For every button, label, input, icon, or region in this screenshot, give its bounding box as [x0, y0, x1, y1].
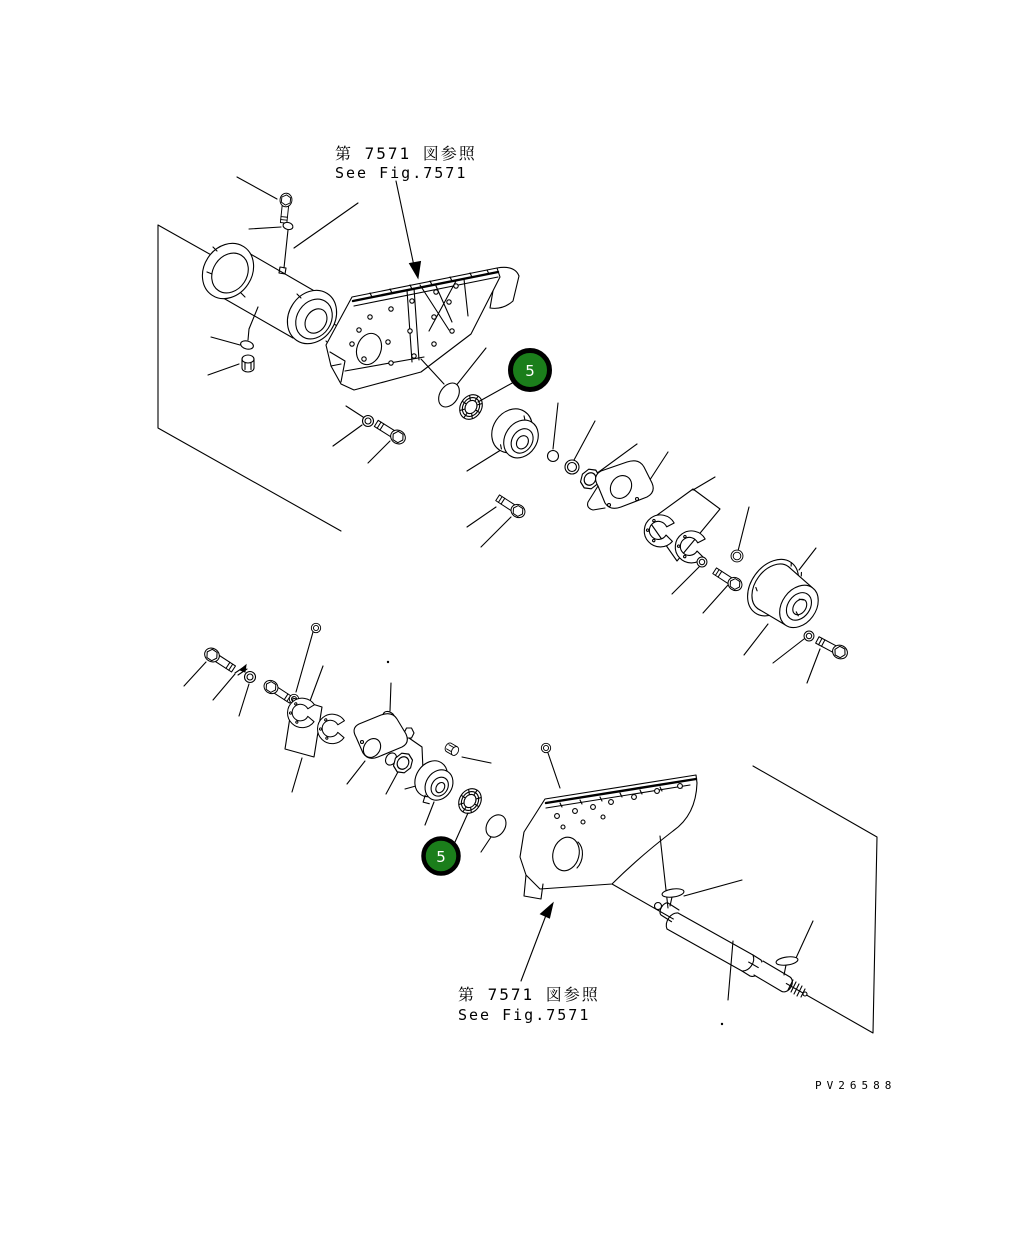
bearing-race-upper [455, 390, 487, 423]
cap-washer-upper [697, 557, 707, 567]
hub-upper [484, 401, 548, 465]
drawing-code: PV26588 [815, 1079, 897, 1092]
washer-lower-3 [541, 743, 550, 752]
grease-fitting-cylinder-2 [776, 921, 813, 975]
callout-5-lower-number: 5 [436, 848, 446, 866]
hub-bolt-upper [494, 492, 527, 520]
bearing-holder-upper [588, 461, 654, 510]
lock-washer-upper [363, 416, 374, 427]
callout-5-lower[interactable] [424, 813, 469, 874]
pipe-plug [208, 355, 254, 375]
pipe-assembly [192, 234, 346, 353]
roller-drum [737, 550, 831, 642]
cap-set-box-upper [649, 489, 720, 561]
spacer-ring-upper [731, 550, 743, 562]
washer-lower-1 [245, 672, 256, 683]
reference-label-top-jp: 第 7571 図参照 [335, 144, 477, 163]
mount-bolt-upper [373, 418, 408, 447]
bracket-lower [520, 775, 697, 899]
gasket-lower [482, 811, 510, 841]
reference-arrow-top [396, 181, 421, 278]
reference-label-bottom-jp: 第 7571 図参照 [458, 985, 600, 1004]
callout-5-upper[interactable] [478, 351, 550, 403]
plug-lower-2 [444, 742, 461, 757]
reference-label-top-en: See Fig.7571 [335, 164, 468, 182]
bearing-cap-upper-1 [640, 511, 679, 551]
pipe-leader-line [294, 203, 358, 248]
reference-label-bottom-en: See Fig.7571 [458, 1006, 591, 1024]
steel-ball [548, 451, 559, 462]
washer-lower-top [311, 623, 320, 632]
roller-washer [804, 631, 814, 641]
cap-bolt-upper [711, 565, 744, 593]
grease-fitting-cylinder-1 [662, 880, 742, 906]
callout-5-upper-number: 5 [525, 362, 535, 380]
bearing-cap-lower-2 [314, 711, 349, 746]
leader-lines-upper [333, 348, 820, 683]
seal-ring-upper [565, 460, 579, 474]
bolt-lower-1 [202, 645, 237, 674]
pipe-mount-bolt [237, 177, 293, 223]
cylinder-assembly [655, 836, 814, 1000]
roller-bolt [814, 634, 850, 661]
reference-arrow-bottom [521, 903, 553, 981]
bracket-upper [326, 267, 519, 390]
bearing-race-lower [454, 784, 486, 817]
gasket-upper [434, 379, 463, 411]
